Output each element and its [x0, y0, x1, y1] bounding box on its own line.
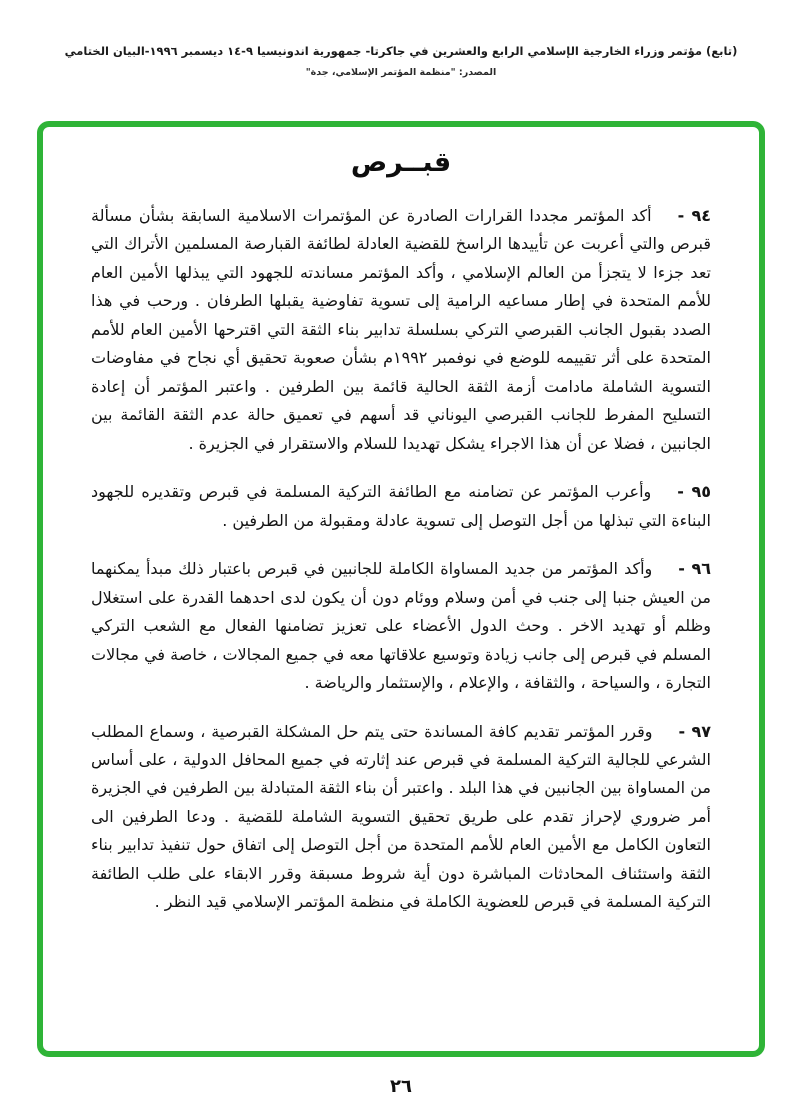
paragraph-97 — [91, 718, 711, 917]
header-source-line: المصدر: "منظمة المؤتمر الإسلامي، جدة" — [305, 67, 497, 78]
document-header — [0, 44, 802, 78]
paragraph-96 — [91, 555, 711, 697]
paragraph-95 — [91, 478, 711, 535]
paragraph-text: وأكد المؤتمر من جديد المساواة الكاملة للجانبين في قبرص باعتبار ذلك مبدأ يمكنهما من العيش جنبا إلى جنب في أمن وسلام ووئام دون أن يكون لدى احدهما القدرة على استغلال وظلم أو تهديد الاخر . وحث الدول الأعضاء على تعزيز تضامنها الفعال مع الشعب التركي المسلم في قبرص إلى جانب زيادة وتوسيع علاقاتها معه في جميع المجالات ، خاصة في مجالات التجارة ، والسياحة ، والثقافة ، والإعلام ، والإستثمار والرياضة . — [91, 559, 711, 693]
paragraph-number: ٩٤ - — [677, 206, 711, 225]
paragraph-number: ٩٥ - — [677, 482, 711, 502]
paragraph-text: وقرر المؤتمر تقديم كافة المساندة حتى يتم حل المشكلة القبرصية ، وسماع المطلب الشرعي للجالية التركية المسلمة في قبرص عند إثارته في جميع المحافل الدولية ، على أساس من المساواة بين الجانبين في هذا البلد . واعتبر أن بناء الثقة المتبادلة بين الطرفين في الجزيرة أمر ضروري لإحراز تقدم على طريق تحقيق التسوية الشاملة للقضية . ودعا الطرفين الى التعاون الكامل مع الأمين العام للأمم المتحدة من أجل التوصل إلى اتفاق حول تنفيذ تدابير بناء الثقة واستئناف المحادثات المباشرة دون أية شروط مسبقة وقرر الابقاء على طلب الطائفة التركية المسلمة في قبرص للعضوية الكاملة في منظمة المؤتمر الإسلامي قيد النظر . — [91, 721, 711, 912]
paragraph-number: ٩٦ - — [678, 559, 711, 579]
page-number: ٢٦ — [390, 1076, 412, 1097]
header-title-line: (تابع) مؤتمر وزراء الخارجية الإسلامي الرابع والعشرين في جاكرتا- جمهورية اندونيسيا ٩-١٤ ديسمبر ١٩٩٦-البيان الختامي — [64, 44, 738, 58]
paragraph-number: ٩٧ - — [678, 721, 712, 741]
page-title: قبــرص — [350, 147, 452, 178]
content-frame — [37, 121, 765, 1057]
paragraph-text: وأعرب المؤتمر عن تضامنه مع الطائفة التركية المسلمة في قبرص وتقديره للجهود البناءة التي تبذلها من أجل التوصل إلى تسوية عادلة ومقبولة من الطرفين . — [91, 482, 711, 530]
paragraph-94 — [91, 202, 711, 458]
paragraph-text: أكد المؤتمر مجددا القرارات الصادرة عن المؤتمرات الاسلامية السابقة بشأن مسألة قبرص والتي أعربت عن تأييدها الراسخ للقضية العادلة لطائفة القبارصة المسلمين الأتراك التي تعد جزءا لا يتجزأ من العالم الإسلامي ، وأكد المؤتمر مساندته للجهود التي يبذلها الأمين العام للأمم المتحدة في إطار مساعيه الرامية إلى تسوية تفاوضية يقبلها الطرفان . ورحب في هذا الصدد بقبول الجانب القبرصي التركي بسلسلة تدابير بناء الثقة التي اقترحها الأمين العام للأمم المتحدة على أثر تقييمه للوضع في نوفمبر ١٩٩٢م بشأن صعوبة تحقيق أي نجاح في مفاوضات التسوية الشاملة مادامت أزمة الثقة الحالية قائمة بين الطرفين . واعتبر المؤتمر أن إعادة التسليح المفرط للجانب القبرصي اليوناني قد أسهم في تعميق حالة عدم الثقة القائمة بين الجانبين ، فضلا عن أن هذا الاجراء يشكل تهديدا للسلام والاستقرار في الجزيرة . — [91, 206, 712, 453]
